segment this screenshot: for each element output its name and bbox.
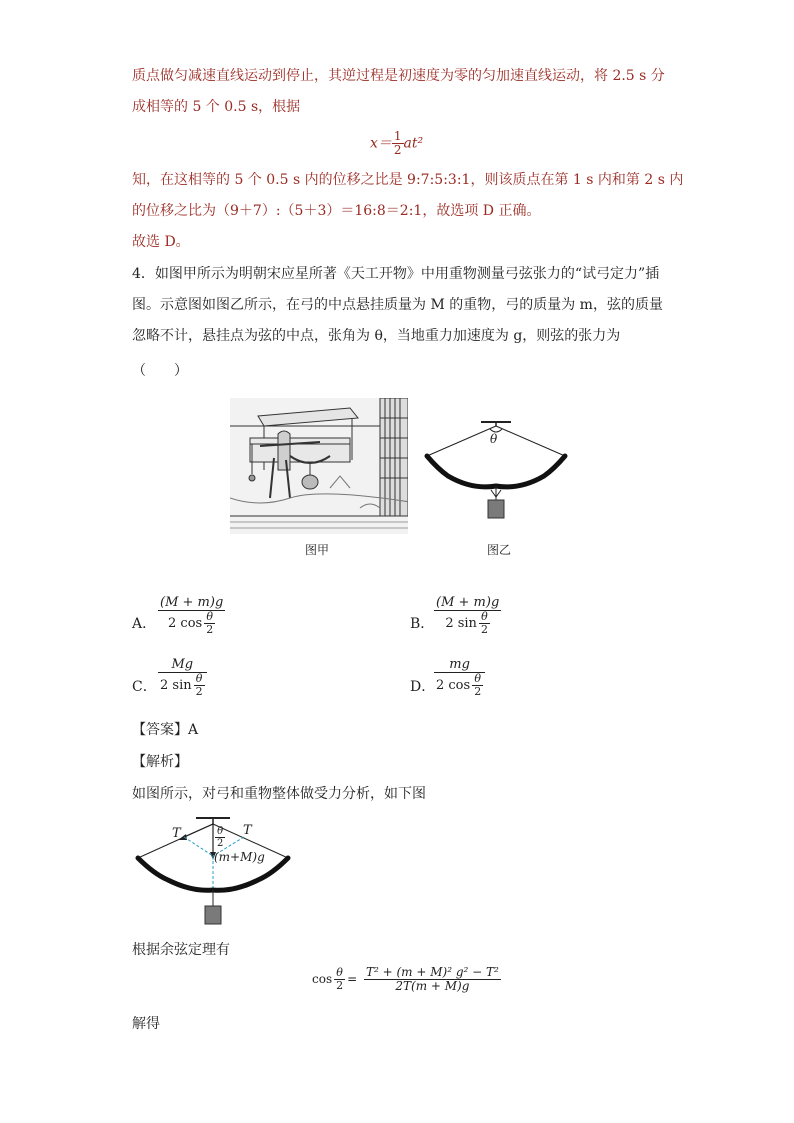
formula-displacement	[370, 130, 423, 157]
option-den-func: 2 cos	[168, 616, 203, 632]
option-den-num: θ	[479, 611, 490, 624]
analysis-title: 【解析】	[132, 754, 188, 770]
option-c-label[interactable]: C．	[132, 679, 157, 695]
option-d-expression[interactable]	[434, 658, 485, 698]
option-num: Mg	[158, 658, 207, 673]
option-den-num: θ	[472, 673, 483, 686]
conclusion-text: 故选 D。	[132, 234, 190, 250]
answer-bracket: （ ）	[132, 363, 188, 379]
figure-yi-caption: 图乙	[487, 543, 512, 557]
cosine-den: 2T(m + M)g	[395, 979, 470, 994]
cos-arg-num: θ	[334, 967, 345, 980]
option-b-expression[interactable]	[434, 596, 501, 636]
figure-yi-diagram	[420, 414, 572, 524]
option-den-func: 2 sin	[160, 678, 192, 694]
question-line: 图。示意图如图乙所示，在弓的中点悬挂质量为 M 的重物，弓的质量为 m，弦的质量	[132, 297, 663, 313]
option-d-label[interactable]: D．	[410, 679, 436, 695]
cos-func: cos	[312, 972, 333, 987]
cos-arg-den: 2	[336, 979, 344, 993]
cosine-text: 根据余弦定理有	[132, 942, 230, 958]
half-theta-den: 2	[217, 838, 224, 849]
option-den-num: θ	[194, 673, 205, 686]
analysis-text: 如图所示，对弓和重物整体做受力分析，如下图	[132, 786, 426, 802]
tension-left-label: T	[172, 826, 181, 841]
option-c-expression[interactable]	[158, 658, 207, 698]
formula-rhs: at²	[403, 135, 424, 152]
option-a-label[interactable]: A．	[132, 616, 157, 632]
text-line: 的位移之比为（9＋7）:（5＋3）＝16:8＝2:1，故选项 D 正确。	[132, 203, 541, 219]
option-num: (M + m)g	[436, 595, 500, 610]
figure-jia-illustration	[230, 398, 408, 534]
answer-text: 【答案】A	[132, 722, 199, 738]
figure-jia-caption: 图甲	[305, 543, 330, 557]
option-num: (M + m)g	[160, 595, 224, 610]
option-den-func: 2 cos	[436, 678, 471, 694]
option-den-func: 2 sin	[445, 616, 477, 632]
option-den-den: 2	[474, 685, 482, 699]
question-line: 忽略不计，悬挂点为弦的中点，张角为 θ，当地重力加速度为 g，则弦的张力为	[132, 328, 621, 344]
theta-label: θ	[490, 432, 498, 446]
text-line: 知，在这相等的 5 个 0.5 s 内的位移之比是 9:7:5:3:1，则该质点在第 1 s 内和第 2 s 内	[132, 172, 684, 188]
tension-right-label: T	[243, 823, 252, 838]
formula-lhs: x＝	[370, 135, 392, 152]
formula-cosine-rule	[312, 966, 501, 993]
option-den-num: θ	[204, 611, 215, 624]
solve-text: 解得	[132, 1016, 160, 1032]
text-line: 质点做匀减速直线运动到停止，其逆过程是初速度为零的匀加速直线运动，将 2.5 s 分	[132, 68, 665, 84]
force-diagram	[134, 814, 294, 929]
option-den-den: 2	[206, 623, 214, 637]
half-theta-label	[215, 826, 225, 849]
text-line: 成相等的 5 个 0.5 s，根据	[132, 99, 301, 115]
question-line: 4．如图甲所示为明朝宋应星所著《天工开物》中用重物测量弓弦张力的“试弓定力”插	[132, 266, 660, 282]
option-den-den: 2	[480, 623, 488, 637]
frac-den: 2	[393, 143, 402, 158]
half-theta-num: θ	[215, 826, 225, 838]
option-b-label[interactable]: B．	[410, 616, 435, 632]
weight-label: (m+M)g	[214, 850, 265, 864]
option-num: mg	[434, 658, 485, 673]
option-a-expression[interactable]	[158, 596, 225, 636]
cosine-num: T² + (m + M)² g² − T²	[366, 965, 499, 979]
option-den-den: 2	[195, 685, 203, 699]
equals-sign: =	[347, 972, 358, 987]
frac-num: 1	[393, 129, 402, 143]
